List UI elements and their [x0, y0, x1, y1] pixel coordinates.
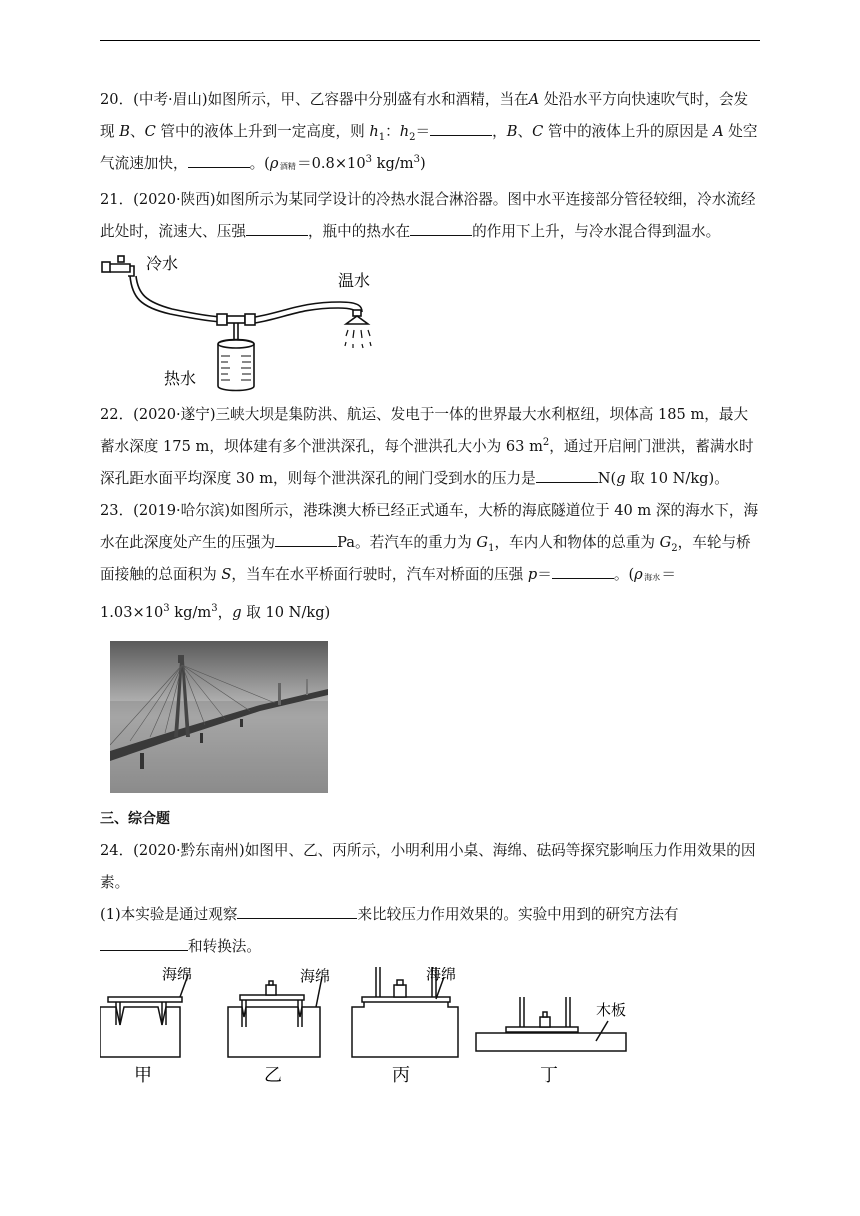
- label-yi: 乙: [264, 1065, 282, 1086]
- label-bing: 丙: [392, 1065, 410, 1086]
- rho-symbol: [269, 148, 296, 180]
- question-text: 、: [129, 123, 145, 140]
- answer-blank[interactable]: [246, 217, 308, 236]
- var-C: C: [532, 123, 544, 140]
- question-text: 来比较压力作用效果的。实验中用到的研究方法有: [357, 906, 679, 923]
- question-text: 。(: [613, 566, 635, 583]
- question-21: [100, 184, 760, 248]
- question-text: (1)本实验是通过观察: [100, 906, 238, 923]
- question-text: kg/m: [169, 604, 212, 621]
- question-24-part1: [100, 899, 760, 931]
- answer-blank[interactable]: [275, 528, 337, 547]
- label-warm-water: 温水: [338, 271, 371, 290]
- subscript: 2: [409, 131, 416, 143]
- question-text: ，: [217, 604, 233, 621]
- question-text: (2019·哈尔滨)如图所示，港珠澳大桥已经正式通车，大桥的海底隧道位于 40 m 深的海水下，海水在此深度处产生的压强为: [100, 502, 759, 551]
- superscript: 3: [413, 154, 420, 166]
- var-C: C: [144, 123, 156, 140]
- rho-symbol: [634, 559, 661, 591]
- question-text: ，车内人和物体的总重为: [494, 534, 660, 551]
- question-number: 23．: [100, 502, 134, 519]
- label-jia: 甲: [134, 1065, 152, 1086]
- question-23-cont: [100, 597, 760, 629]
- question-text: 。(: [249, 155, 270, 172]
- var-S: S: [221, 566, 232, 583]
- header-rule: [100, 40, 760, 41]
- question-text: kg/m: [372, 155, 414, 172]
- var-G1: G: [476, 534, 489, 551]
- question-text: (2020·陕西)如图所示为某同学设计的冷热水混合淋浴器。图中水平连接部分管径较细，冷水流经此处时，流速大、压强: [100, 191, 756, 240]
- question-text: ，通过开启闸门泄洪，蓄满水时深孔距水面平均深度 30 m，则每个泄洪深孔的闸门受到水的压力是: [100, 438, 754, 487]
- var-G2: G: [659, 534, 672, 551]
- question-text: (2020·遂宁)三峡大坝是集防洪、航运、发电于一体的世界最大水利枢纽，坝体高 185 m，最大蓄水深度 175 m，坝体建有多个泄洪深孔，每个泄洪孔大小为 63 m: [100, 406, 749, 455]
- question-20: [100, 84, 760, 180]
- question-number: 22．: [100, 406, 134, 423]
- question-text: 处沿水平方向快速吹气时，会发现: [100, 91, 749, 140]
- question-text: 、: [517, 123, 533, 140]
- question-text: ): [419, 155, 426, 172]
- rho-letter: ρ: [634, 566, 643, 583]
- pressure-experiment-figure: [100, 967, 660, 1095]
- superscript: 3: [163, 603, 170, 615]
- shower-mixer-diagram: [100, 252, 390, 397]
- var-B: B: [119, 123, 130, 140]
- question-text: N(: [597, 470, 617, 487]
- question-text: ，: [492, 123, 507, 140]
- question-text: 1.03×10: [100, 604, 164, 621]
- answer-blank[interactable]: [552, 560, 614, 579]
- var-g: g: [232, 604, 242, 621]
- label-hot-water: 热水: [164, 369, 197, 388]
- shower-mixer-figure: [100, 252, 390, 397]
- superscript: 2: [542, 437, 550, 449]
- question-22: [100, 399, 760, 495]
- bridge-photo-image: [110, 641, 328, 793]
- answer-blank[interactable]: [430, 117, 492, 136]
- superscript: 3: [365, 154, 373, 166]
- question-text: 取 10 N/kg): [241, 604, 331, 621]
- label-ding: 丁: [540, 1065, 558, 1086]
- question-text: 处空气流速加快，: [100, 123, 758, 172]
- var-A: A: [528, 91, 540, 108]
- var-p: p: [527, 566, 538, 583]
- question-24: [100, 835, 760, 899]
- question-number: 20．: [100, 91, 134, 108]
- question-24-part1-cont: [100, 931, 760, 963]
- question-text: 和转换法。: [188, 938, 261, 955]
- question-text: ＝: [661, 566, 676, 583]
- subscript: 1: [378, 131, 386, 143]
- question-text: 取 10 N/kg)。: [625, 470, 729, 487]
- answer-blank[interactable]: [237, 900, 357, 919]
- var-h1: h: [369, 123, 379, 140]
- label-sponge: 海绵: [300, 967, 331, 985]
- rho-subscript: 酒精: [279, 162, 296, 171]
- rho-letter: ρ: [269, 155, 279, 172]
- var-g: g: [616, 470, 626, 487]
- label-board: 木板: [596, 1001, 627, 1019]
- answer-blank[interactable]: [536, 464, 598, 483]
- bridge-photo: [110, 641, 328, 793]
- question-text: ，瓶中的热水在: [307, 223, 411, 240]
- rho-subscript: 海水: [644, 573, 661, 582]
- question-text: (中考·眉山)如图所示，甲、乙容器中分别盛有水和酒精，当在: [133, 91, 529, 108]
- question-text: ＝0.8×10: [297, 155, 366, 172]
- var-h2: h: [399, 123, 410, 140]
- question-text: ＝: [415, 123, 431, 140]
- question-text: Pa。若汽车的重力为: [337, 534, 477, 551]
- label-sponge: 海绵: [426, 967, 457, 983]
- question-23: [100, 495, 760, 591]
- label-cold-water: 冷水: [146, 254, 179, 273]
- answer-blank[interactable]: [410, 217, 472, 236]
- question-text: 管中的液体上升到一定高度，则: [155, 123, 370, 140]
- section-heading: 三、综合题: [100, 811, 170, 827]
- question-text: 管中的液体上升的原因是: [543, 123, 714, 140]
- question-text: ：: [385, 123, 400, 140]
- question-number: 24．: [100, 842, 134, 859]
- answer-blank[interactable]: [188, 149, 250, 168]
- var-A: A: [713, 123, 724, 140]
- subscript: 1: [488, 542, 495, 554]
- question-text: ＝: [537, 566, 552, 583]
- var-B: B: [506, 123, 518, 140]
- question-text: 的作用下上升，与冷水混合得到温水。: [472, 223, 721, 240]
- label-sponge: 海绵: [162, 967, 193, 983]
- question-text: (2020·黔东南州)如图甲、乙、丙所示，小明利用小桌、海绵、砝码等探究影响压力作用效果的因素。: [100, 842, 756, 891]
- worksheet-page: [100, 84, 760, 1095]
- question-text: ，车轮与桥面接触的总面积为: [100, 534, 751, 583]
- question-number: 21．: [100, 191, 134, 208]
- pressure-experiment-diagram: [100, 967, 660, 1095]
- subscript: 2: [671, 542, 678, 554]
- question-text: ，当车在水平桥面行驶时，汽车对桥面的压强: [231, 566, 528, 583]
- superscript: 3: [211, 603, 218, 615]
- answer-blank[interactable]: [100, 932, 188, 951]
